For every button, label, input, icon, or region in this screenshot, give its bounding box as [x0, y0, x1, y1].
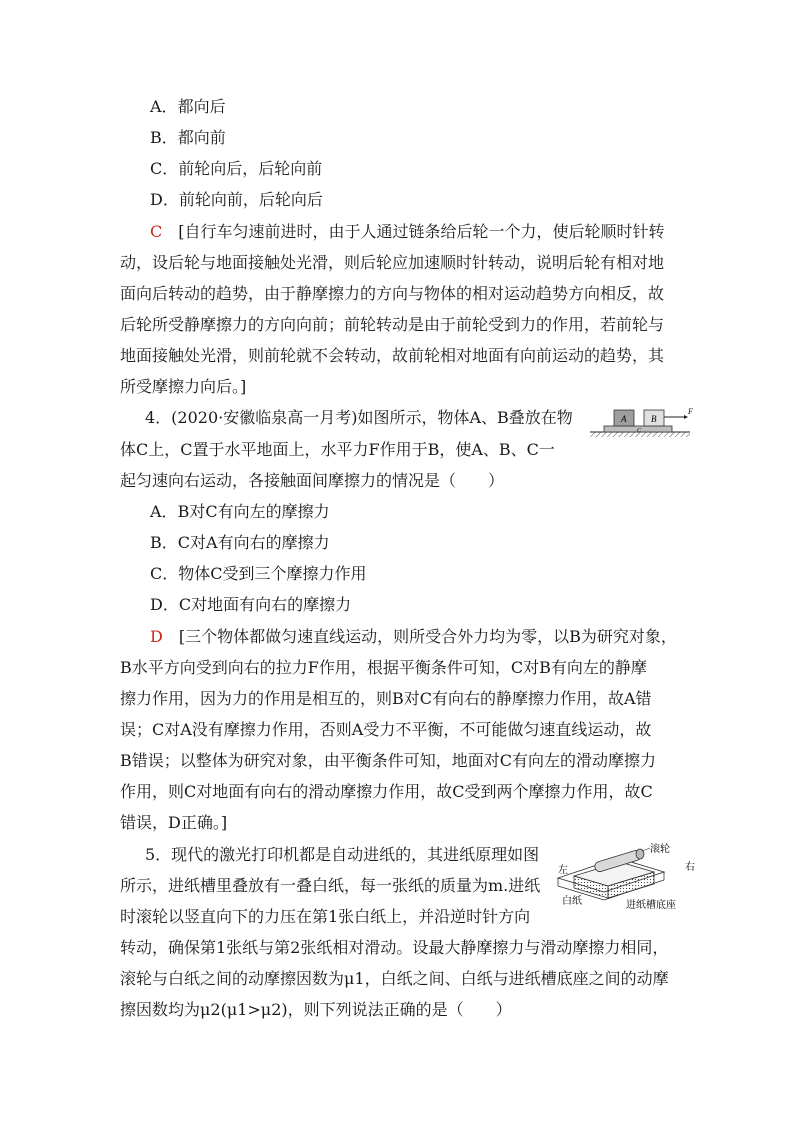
label-base: 进纸槽底座 — [626, 900, 676, 911]
label-b: B — [651, 414, 657, 424]
label-right: 右 — [685, 862, 695, 873]
q4-stem-line: 体C上，C置于水平地面上，水平力F作用于B，使A、B、C一 — [120, 440, 555, 459]
q4-explanation-line: B水平方向受到向右的拉力F作用，根据平衡条件可知，C对B有向左的静摩 — [120, 658, 647, 677]
q5-stem-line: 转动，确保第1张纸与第2张纸相对滑动。设最大静摩擦力与滑动摩擦力相同， — [120, 938, 669, 957]
q4-answer: D — [150, 627, 163, 646]
q3-option-c: C．前轮向后，后轮向前 — [150, 159, 323, 178]
q4-option-a: A．B对C有向左的摩擦力 — [150, 502, 330, 521]
q3-explanation-line: 面向后转动的趋势，由于静摩擦力的方向与物体的相对运动趋势方向相反，故 — [120, 284, 665, 303]
label-f: F — [688, 407, 693, 416]
q4-explanation-line: 错误，D正确。] — [120, 813, 228, 832]
q3-option-d: D．前轮向前，后轮向后 — [150, 190, 323, 209]
q4-explanation-line: 擦力作用，因为力的作用是相互的，则B对C有向右的静摩擦力作用，故A错 — [120, 689, 652, 708]
q3-option-a: A．都向后 — [150, 97, 226, 116]
label-c: C — [637, 428, 642, 434]
q4-explanation-line: 误；C对A没有摩擦力作用，否则A受力不平衡，不可能做匀速直线运动，故 — [120, 720, 652, 739]
q4-explanation-line: B错误；以整体为研究对象，由平衡条件可知，地面对C有向左的滑动摩擦力 — [120, 751, 657, 770]
label-roller: 滚轮 — [650, 844, 670, 855]
q4-option-c: C．物体C受到三个摩擦力作用 — [150, 564, 367, 583]
q4-option-b: B．C对A有向右的摩擦力 — [150, 533, 330, 552]
q3-explanation-line: 所受摩擦力向后。] — [120, 377, 247, 396]
q5-figure — [556, 842, 714, 912]
label-left: 左 — [558, 865, 568, 876]
q4-explanation-line: 作用，则C对地面有向右的滑动摩擦力作用，故C受到两个摩擦力作用，故C — [120, 782, 653, 801]
q3-explanation-line: 后轮所受静摩擦力的方向向前；前轮转动是由于前轮受到力的作用，若前轮与 — [120, 315, 665, 334]
q5-stem-line: 滚轮与白纸之间的动摩擦因数为μ1，白纸之间、白纸与进纸槽底座之间的动摩 — [120, 969, 669, 988]
q5-stem-line: 时滚轮以竖直向下的力压在第1张白纸上，并沿逆时针方向 — [120, 907, 531, 926]
q3-explanation-line: 动，设后轮与地面接触处光滑，则后轮应加速顺时针转动，说明后轮有相对地 — [120, 253, 665, 272]
label-a: A — [621, 414, 627, 424]
q3-answer: C — [150, 222, 163, 241]
q4-stem-line: 起匀速向右运动，各接触面间摩擦力的情况是（ ） — [120, 471, 505, 490]
roller-leader — [642, 848, 650, 851]
q3-explanation-line: 地面接触处光滑，则前轮就不会转动，故前轮相对地面有向前运动的趋势，其 — [120, 346, 665, 365]
q3-option-b: B．都向前 — [150, 128, 226, 147]
label-paper: 白纸 — [562, 896, 582, 907]
q4-figure — [588, 405, 698, 441]
q5-stem-line: 擦因数均为μ2(μ1>μ2)，则下列说法正确的是（ ） — [120, 1000, 512, 1019]
q4-explanation-line: D [三个物体都做匀速直线运动，则所受合外力均为零，以B为研究对象， — [150, 627, 677, 646]
q4-option-d: D．C对地面有向右的摩擦力 — [150, 595, 352, 614]
q3-explanation-line: C [自行车匀速前进时，由于人通过链条给后轮一个力，使后轮顺时针转 — [150, 222, 665, 241]
q4-stem-line: 4．(2020·安徽临泉高一月考)如图所示，物体A、B叠放在物 — [145, 408, 573, 427]
q5-stem-line: 所示，进纸槽里叠放有一叠白纸，每一张纸的质量为m.进纸 — [120, 876, 541, 895]
q5-stem-line: 5．现代的激光打印机都是自动进纸的，其进纸原理如图 — [145, 845, 540, 864]
